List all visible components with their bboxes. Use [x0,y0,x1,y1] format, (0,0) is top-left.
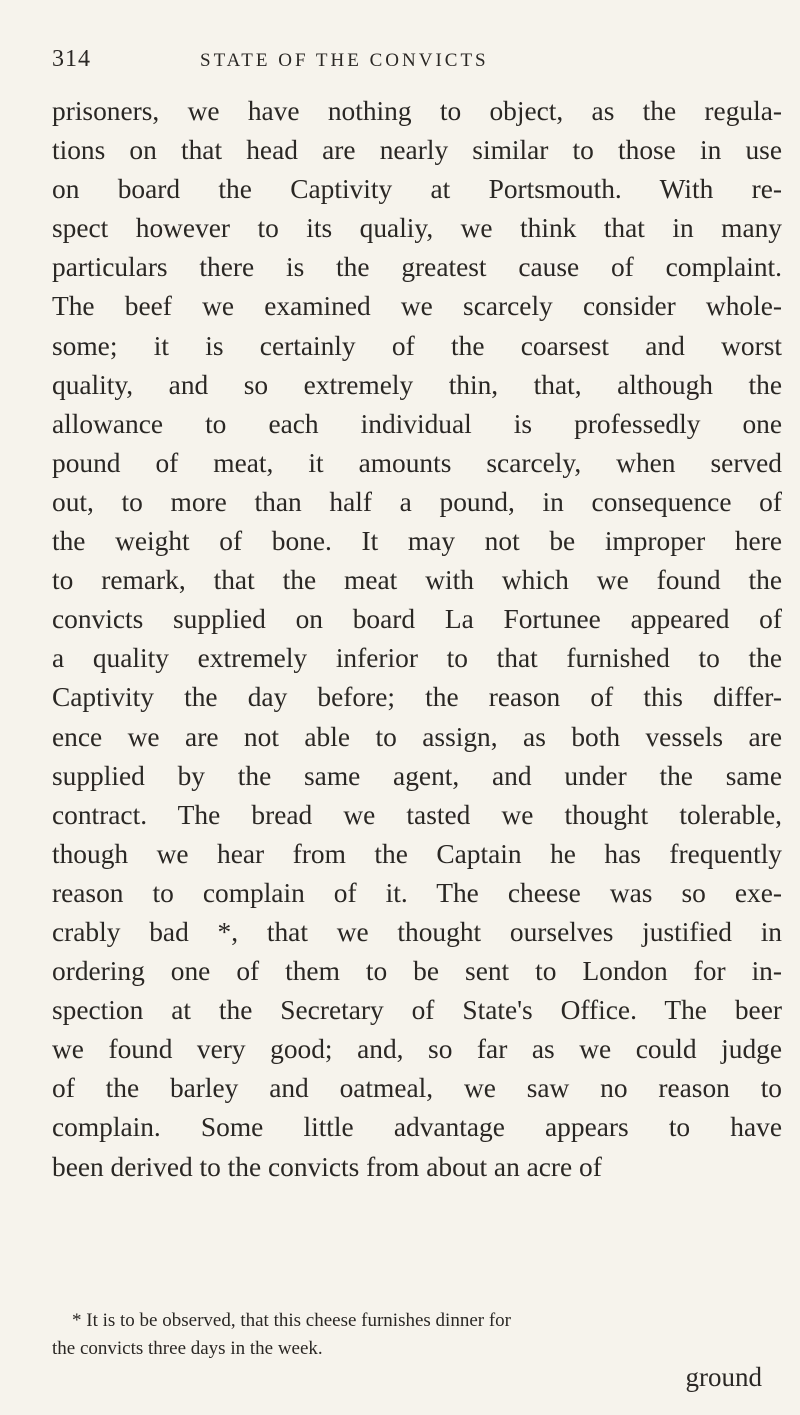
text-line: spection at the Secretary of State's Office. The beer [52,995,782,1026]
text-line: some; it is certainly of the coarsest and worst [52,330,782,361]
text-line: allowance to each individual is professedly one [52,408,782,439]
catchword: ground [685,1362,762,1392]
page-number: 314 [52,46,91,72]
text-line: tions on that head are nearly similar to those in use [52,135,782,166]
text-line: crably bad *, that we thought ourselves justified in [52,916,782,947]
text-line: on board the Captivity at Portsmouth. With re- [52,174,782,205]
page-header [52,46,752,80]
running-head: STATE OF THE CONVICTS [200,50,489,71]
text-line: prisoners, we have nothing to object, as the regula- [52,96,782,126]
footnote-line: * It is to be observed, that this cheese furnishes dinner for [72,1310,511,1331]
text-line: complain. Some little advantage appears to have [52,1112,782,1143]
text-line: ordering one of them to be sent to London for in- [52,956,782,987]
text-line: though we hear from the Captain he has frequently [52,838,782,869]
body-text [52,92,782,1187]
text-line: of the barley and oatmeal, we saw no reason to [52,1073,782,1104]
footnote-line: the convicts three days in the week. [52,1338,323,1359]
text-line: supplied by the same agent, and under the same [52,760,782,791]
footnote [52,1307,787,1363]
text-line: Captivity the day before; the reason of this differ- [52,682,782,713]
text-line: the weight of bone. It may not be improper here [52,526,782,557]
text-line: out, to more than half a pound, in consequence of [52,486,782,517]
text-line: to remark, that the meat with which we found the [52,565,782,596]
text-line: ence we are not able to assign, as both vessels are [52,721,782,752]
text-line: a quality extremely inferior to that furnished to the [52,643,782,674]
text-line: been derived to the convicts from about an acre of [52,1151,602,1182]
text-line: spect however to its qualiy, we think that in many [52,213,782,244]
text-line: pound of meat, it amounts scarcely, when served [52,447,782,478]
text-line: reason to complain of it. The cheese was so exe- [52,877,782,908]
text-line: convicts supplied on board La Fortunee appeared of [52,604,782,635]
text-line: quality, and so extremely thin, that, although the [52,369,782,400]
text-line: particulars there is the greatest cause of complaint. [52,252,782,283]
text-line: The beef we examined we scarcely consider whole- [52,291,782,322]
text-line: we found very good; and, so far as we could judge [52,1034,782,1065]
text-line: contract. The bread we tasted we thought tolerable, [52,799,782,830]
